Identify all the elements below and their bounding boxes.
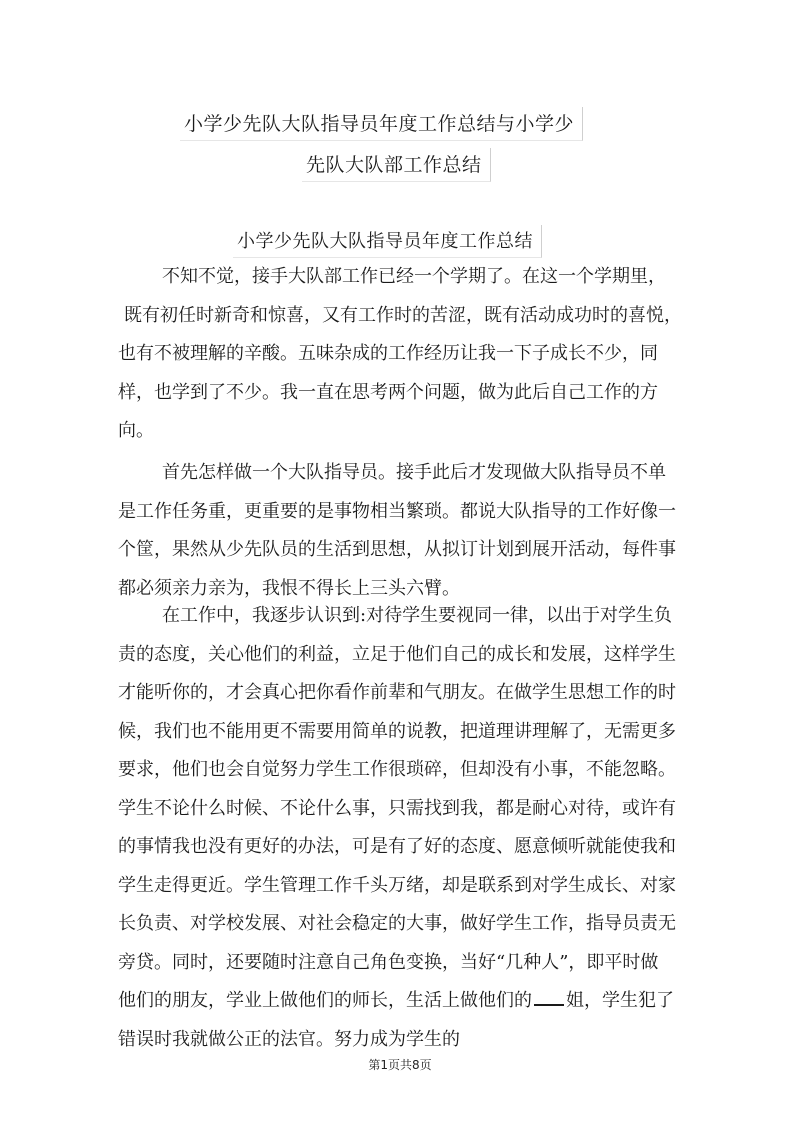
section-subtitle: 小学少先队大队指导员年度工作总结 <box>233 225 542 258</box>
line-text-after-blank: 姐，学生犯了 <box>566 990 674 1011</box>
fill-in-blank-underline <box>534 990 564 1006</box>
paragraph-line: 首先怎样做一个大队指导员。接手此后才发现做大队指导员不单 <box>162 462 666 483</box>
paragraph-3 <box>118 597 684 1059</box>
paragraph-line: 的事情我也没有更好的办法，可是有了好的态度、愿意倾听就能使我和 <box>118 836 676 857</box>
paragraph-line: 个筐，果然从少先队员的生活到思想，从拟订计划到展开活动，每件事 <box>118 539 676 560</box>
paragraph-line: 要求，他们也会自觉努力学生工作很琐碎，但却没有小事，不能忽略。 <box>118 759 676 780</box>
document-title-line-1: 小学少先队大队指导员年度工作总结与小学少 <box>180 107 583 141</box>
paragraph-line: 向。 <box>118 420 154 441</box>
paragraph-line: 才能听你的，才会真心把你看作前辈和气朋友。在做学生思想工作的时 <box>118 682 676 703</box>
paragraph-2 <box>118 454 684 608</box>
paragraph-line: 长负责、对学校发展、对社会稳定的大事，做好学生工作，指导员责无 <box>118 913 676 934</box>
paragraph-line: 责的态度，关心他们的利益，立足于他们自己的成长和发展，这样学生 <box>118 643 676 665</box>
line-text-before-blank: 他们的朋友，学业上做他们的师长，生活上做他们的 <box>118 990 532 1011</box>
paragraph-line: 旁贷。同时，还要随时注意自己角色变换，当好“几种人”，即平时做 <box>118 951 659 973</box>
paragraph-line: 都必须亲力亲为，我恨不得长上三头六臂。 <box>118 577 460 599</box>
paragraph-line: 也有不被理解的辛酸。五味杂成的工作经历让我一下子成长不少，同 <box>118 343 658 364</box>
paragraph-line: 在工作中，我逐步认识到:对待学生要视同一律，以出于对学生负 <box>162 605 673 626</box>
paragraph-line <box>118 982 684 1021</box>
paragraph-line: 学生走得更近。学生管理工作千头万绪，却是联系到对学生成长、对家 <box>118 874 676 896</box>
document-title-line-2: 先队大队部工作总结 <box>302 148 491 182</box>
paragraph-line: 学生不论什么时候、不论什么事，只需找到我，都是耐心对待，或许有 <box>118 797 676 819</box>
paragraph-line: 候，我们也不能用更不需要用简单的说教，把道理讲理解了，无需更多 <box>118 720 676 742</box>
paragraph-line: 错误时我就做公正的法官。努力成为学生的 <box>118 1028 460 1050</box>
paragraph-line: 不知不觉，接手大队部工作已经一个学期了。在这一个学期里， <box>162 266 666 287</box>
paragraph-line: 样，也学到了不少。我一直在思考两个问题，做为此后自己工作的方 <box>118 381 658 403</box>
paragraph-line: 是工作任务重，更重要的是事物相当繁琐。都说大队指导的工作好像一 <box>118 500 676 522</box>
page-footer: 第1页共8页 <box>368 1058 432 1072</box>
paragraph-line: 既有初任时新奇和惊喜，又有工作时的苦涩，既有活动成功时的喜悦， <box>124 304 682 326</box>
paragraph-1 <box>118 258 684 451</box>
